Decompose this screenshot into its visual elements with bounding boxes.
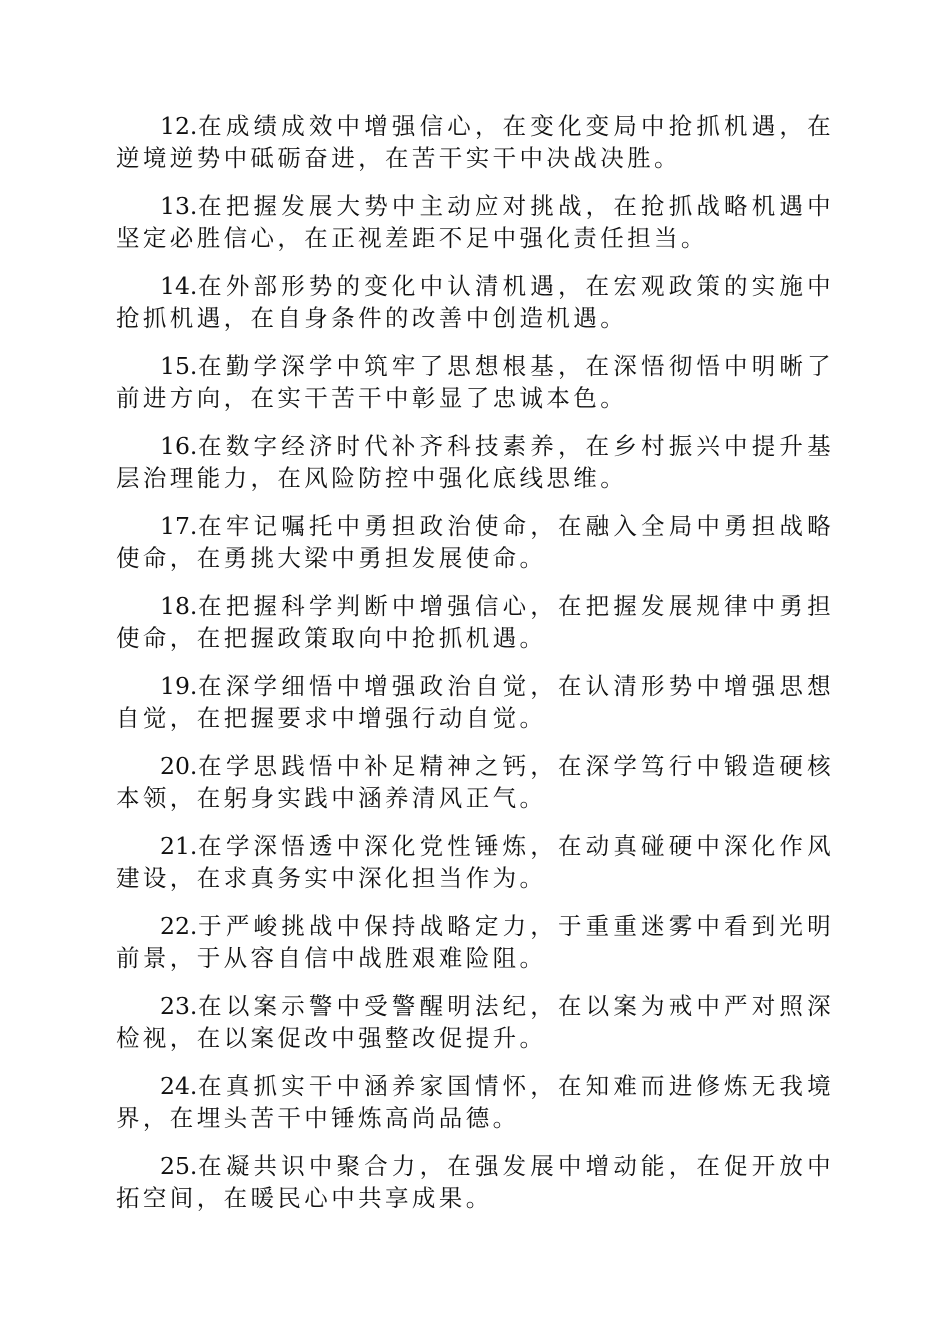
item-text: 在牢记嘱托中勇担政治使命，在融入全局中勇担战略使命，在勇挑大梁中勇担发展使命。 — [116, 512, 834, 572]
item-text: 在真抓实干中涵养家国情怀，在知难而进修炼无我境界，在埋头苦干中锤炼高尚品德。 — [116, 1072, 834, 1132]
item-number: 25. — [160, 1152, 198, 1180]
item-number: 19. — [160, 672, 198, 700]
list-item-13 — [116, 190, 834, 254]
item-number: 24. — [160, 1072, 198, 1100]
item-text: 在勤学深学中筑牢了思想根基，在深悟彻悟中明晰了前进方向，在实干苦干中彰显了忠诚本色。 — [116, 352, 834, 412]
item-number: 20. — [160, 752, 198, 780]
item-text: 在把握科学判断中增强信心，在把握发展规律中勇担使命，在把握政策取向中抢抓机遇。 — [116, 592, 834, 652]
item-text: 在以案示警中受警醒明法纪，在以案为戒中严对照深检视，在以案促改中强整改促提升。 — [116, 992, 834, 1052]
list-item-23 — [116, 990, 834, 1054]
item-number: 23. — [160, 992, 198, 1020]
item-text: 在学思践悟中补足精神之钙，在深学笃行中锻造硬核本领，在躬身实践中涵养清风正气。 — [116, 752, 834, 812]
item-number: 14. — [160, 272, 198, 300]
item-number: 17. — [160, 512, 198, 540]
list-item-25 — [116, 1150, 834, 1214]
list-item-16 — [116, 430, 834, 494]
item-text: 在数字经济时代补齐科技素养，在乡村振兴中提升基层治理能力，在风险防控中强化底线思维。 — [116, 432, 834, 492]
item-text: 在成绩成效中增强信心，在变化变局中抢抓机遇，在逆境逆势中砥砺奋进，在苦干实干中决战决胜。 — [116, 112, 834, 172]
list-item-12 — [116, 110, 834, 174]
list-item-18 — [116, 590, 834, 654]
document-page — [116, 110, 834, 1230]
item-text: 在凝共识中聚合力，在强发展中增动能，在促开放中拓空间，在暖民心中共享成果。 — [116, 1152, 834, 1212]
item-number: 16. — [160, 432, 198, 460]
list-item-21 — [116, 830, 834, 894]
item-text: 于严峻挑战中保持战略定力，于重重迷雾中看到光明前景，于从容自信中战胜艰难险阻。 — [116, 912, 834, 972]
list-item-15 — [116, 350, 834, 414]
item-text: 在深学细悟中增强政治自觉，在认清形势中增强思想自觉，在把握要求中增强行动自觉。 — [116, 672, 834, 732]
list-item-22 — [116, 910, 834, 974]
item-text: 在学深悟透中深化党性锤炼，在动真碰硬中深化作风建设，在求真务实中深化担当作为。 — [116, 832, 834, 892]
item-number: 21. — [160, 832, 198, 860]
item-text: 在外部形势的变化中认清机遇，在宏观政策的实施中抢抓机遇，在自身条件的改善中创造机遇。 — [116, 272, 834, 332]
list-item-14 — [116, 270, 834, 334]
item-number: 22. — [160, 912, 198, 940]
item-number: 15. — [160, 352, 198, 380]
list-item-19 — [116, 670, 834, 734]
item-number: 13. — [160, 192, 198, 220]
list-item-24 — [116, 1070, 834, 1134]
list-item-17 — [116, 510, 834, 574]
item-number: 18. — [160, 592, 198, 620]
item-number: 12. — [160, 112, 198, 140]
list-item-20 — [116, 750, 834, 814]
item-text: 在把握发展大势中主动应对挑战，在抢抓战略机遇中坚定必胜信心，在正视差距不足中强化责任担当。 — [116, 192, 834, 252]
